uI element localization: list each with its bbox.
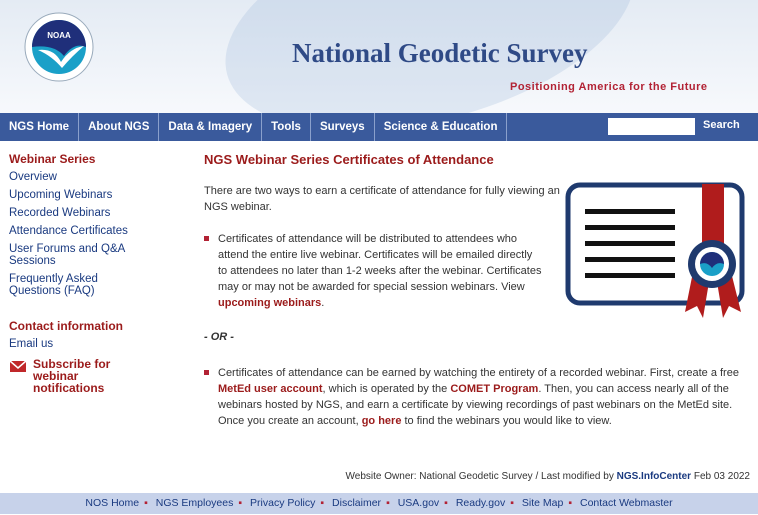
footer-disclaimer[interactable]: Disclaimer: [332, 497, 382, 509]
nav-data-imagery[interactable]: Data & Imagery: [159, 113, 262, 141]
meted-account-link[interactable]: MetEd user account: [218, 383, 323, 395]
noaa-logo[interactable]: [24, 12, 94, 82]
subscribe-text: Subscribe for webinar notifications: [33, 357, 111, 395]
sidebar-overview[interactable]: Overview: [9, 171, 57, 183]
sidebar-attendance-certificates[interactable]: Attendance Certificates: [9, 225, 128, 237]
sidebar-upcoming-webinars[interactable]: Upcoming Webinars: [9, 189, 113, 201]
b2-text-b: , which is operated by the: [322, 383, 451, 395]
sidebar: [9, 152, 189, 394]
contact-heading: Contact information: [9, 319, 123, 333]
sidebar-heading: Webinar Series: [9, 152, 96, 166]
infocenter-link[interactable]: NGS.InfoCenter: [616, 471, 692, 482]
email-us-link[interactable]: Email us: [9, 338, 54, 350]
footer-ready-gov[interactable]: Ready.gov: [455, 497, 506, 509]
modified-date: Feb 03 2022: [691, 471, 750, 482]
tagline: Positioning America for the Future: [510, 81, 708, 93]
envelope-icon: [9, 358, 27, 374]
footer-usa-gov[interactable]: USA.gov: [397, 497, 440, 509]
sidebar-user-forums[interactable]: User Forums and Q&A Sessions: [9, 243, 125, 267]
page-owner: [346, 471, 750, 482]
nav-about-ngs[interactable]: About NGS: [79, 113, 159, 141]
b2-text-a: Certificates of attendance can be earned by watching the entirety of a recorded webinar. First, create a free: [218, 367, 739, 379]
bullet-live-webinar: Certificates of attendance will be distributed to attendees who attend the entire live webinar. Certificates will be emailed directly to attendees no later than 1-2 weeks after the webinar. Certificates may or may not be awarded for special session webinars. View upcoming webinars.: [204, 231, 544, 311]
search-button[interactable]: Search: [703, 119, 740, 131]
bullet-recorded-webinar: [204, 365, 749, 429]
footer-contact-webmaster[interactable]: Contact Webmaster: [579, 497, 673, 509]
footer-nos-home[interactable]: NOS Home: [85, 497, 140, 509]
main-nav: [0, 113, 758, 141]
b2-text-d: to find the webinars you would like to view.: [401, 415, 612, 427]
bullet1-text: Certificates of attendance will be distributed to attendees who attend the entire live webinar. Certificates will be emailed directly to attendees no later than 1-2 weeks after the webinar. Certificates may or may not be awarded for special session webinars. View: [218, 233, 542, 293]
nav-ngs-home[interactable]: NGS Home: [0, 113, 79, 141]
comet-program-link[interactable]: COMET Program: [450, 383, 539, 395]
footer: NOS Home ▪ NGS Employees ▪ Privacy Policy ▪ Disclaimer ▪ USA.gov ▪ Ready.gov ▪ Site Map ▪ Contact Webmaster: [0, 493, 758, 514]
footer-privacy-policy[interactable]: Privacy Policy: [250, 497, 316, 509]
go-here-link[interactable]: go here: [361, 415, 402, 427]
or-divider: - OR -: [204, 331, 234, 343]
nav-science-education[interactable]: Science & Education: [375, 113, 508, 141]
page-title: NGS Webinar Series Certificates of Attendance: [204, 152, 494, 167]
b2-text-c: . Then, you can access nearly all of the webinars hosted by NGS, and earn a certificate by viewing recordings of past webinars on the MetEd site. Once you create an account,: [218, 383, 733, 427]
nav-tools[interactable]: Tools: [262, 113, 311, 141]
site-title: National Geodetic Survey: [292, 38, 588, 68]
logo-text: NOAA: [47, 31, 71, 40]
sidebar-faq[interactable]: Frequently Asked Questions (FAQ): [9, 273, 98, 297]
certificate-icon: [565, 182, 745, 322]
site-header: [0, 0, 758, 113]
upcoming-webinars-link[interactable]: upcoming webinars: [218, 297, 322, 309]
footer-ngs-employees[interactable]: NGS Employees: [155, 497, 234, 509]
sidebar-recorded-webinars[interactable]: Recorded Webinars: [9, 207, 111, 219]
intro-text: There are two ways to earn a certificate of attendance for fully viewing an NGS webinar.: [204, 185, 560, 213]
nav-surveys[interactable]: Surveys: [311, 113, 375, 141]
owner-text: Website Owner: National Geodetic Survey / Last modified by: [345, 471, 617, 482]
subscribe-link[interactable]: [9, 358, 189, 394]
search-input[interactable]: [608, 118, 695, 135]
footer-site-map[interactable]: Site Map: [521, 497, 564, 509]
